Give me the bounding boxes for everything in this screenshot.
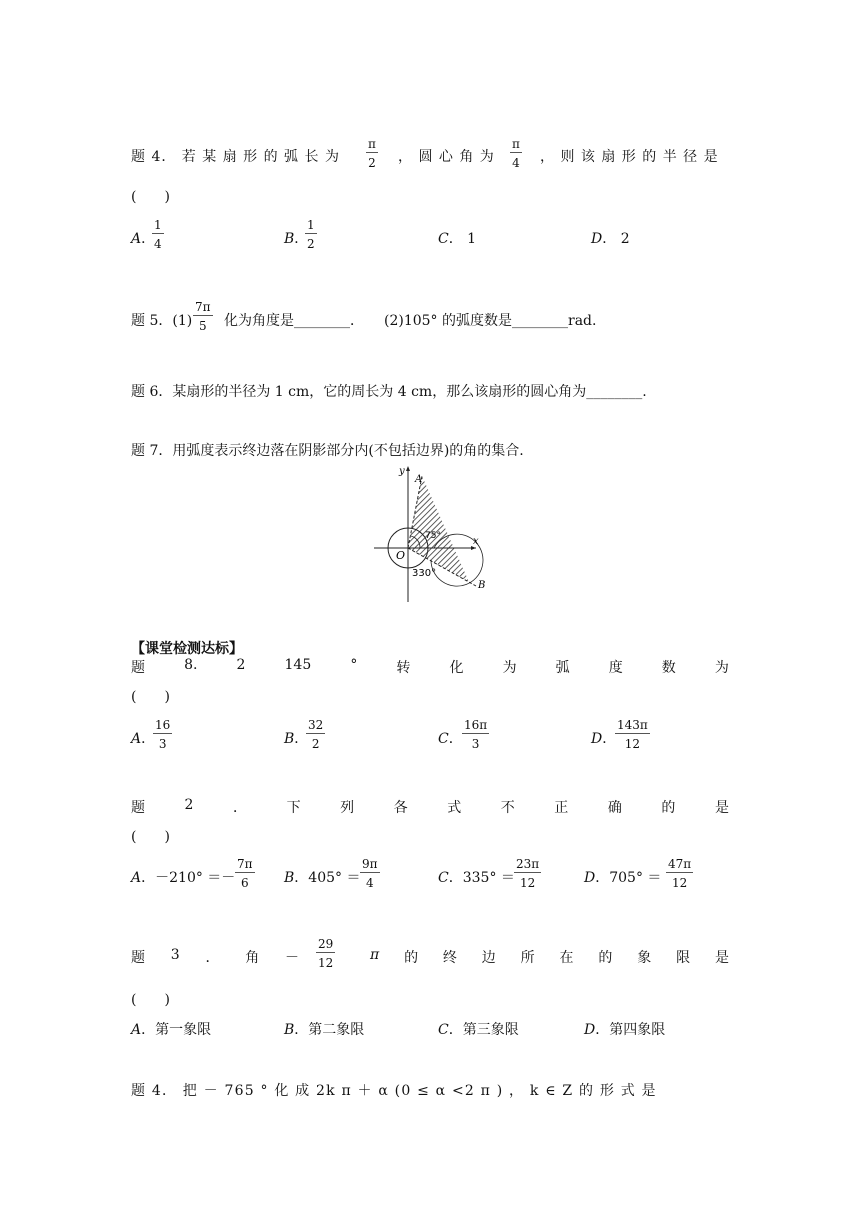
q8-option-c[interactable]: C． [438,731,463,747]
section-title: 【课堂检测达标】 [131,641,243,657]
q3-paren: ( ) [131,992,170,1008]
q5-frac: $\frac{7\pi}{5}$ [195,300,211,333]
q8-line: 题 8. 2 145 ° 转 化 为 弧 度 数 为 [131,657,729,676]
q8-option-b-frac: $\frac{32}{2}$ [308,718,324,751]
q4-frac-arc-length: $\frac{\pi}{2}$ [368,137,376,170]
q4-mid: ， 圆 心 角 为 [398,149,495,165]
q4-frac-angle: $\frac{\pi}{4}$ [512,137,520,170]
label-angle-large: 330° [412,568,437,579]
q2-option-a[interactable]: A．－210° ＝－ [131,870,236,886]
q4b-text: 题 4． 把 － 765 ° 化 成 2k π ＋ α (0 ≤ α <2 π ) ， k ∈ Z 的 形 式 是 [131,1083,657,1099]
q5-text2: (2)105° 的弧度数是________rad. [384,313,597,329]
q4-option-a-frac: $\frac{1}{4}$ [154,218,162,251]
q4-option-b-frac: $\frac{1}{2}$ [307,218,315,251]
q8-option-d[interactable]: D． [591,731,617,747]
q4-option-c[interactable]: C． 1 [438,231,477,247]
label-o: O [396,549,406,562]
label-x: x [473,536,479,547]
q2-option-b[interactable]: B．405° ＝ [284,870,361,886]
q4-prefix: 题 4． 若 某 扇 形 的 弧 长 为 [131,149,340,165]
q4-suffix: ， 则 该 扇 形 的 半 径 是 [540,149,719,165]
q2-option-a-frac: $\frac{7\pi}{6}$ [237,857,253,890]
q2-option-d-frac: $\frac{47\pi}{12}$ [668,857,692,890]
q4-option-b[interactable]: B． [284,231,309,247]
label-y: y [399,466,405,477]
q5-prefix: 题 5．(1) [131,313,193,329]
label-angle-small: 75° [425,531,441,541]
q4-option-d[interactable]: D． 2 [591,231,630,247]
q7-figure [370,462,490,604]
q8-paren: ( ) [131,689,170,705]
q8-option-a[interactable]: A． [131,731,156,747]
label-a: A [415,474,423,485]
q3-option-b[interactable]: B．第二象限 [284,1022,365,1038]
q5-text1: 化为角度是________． [224,313,364,329]
q2-option-c-frac: $\frac{23\pi}{12}$ [516,857,540,890]
q3-option-a[interactable]: A．第一象限 [131,1022,212,1038]
q3-line-part1: 题 3 ． 角 － [131,947,299,966]
q8-option-b[interactable]: B． [284,731,309,747]
q2-option-c[interactable]: C．335° ＝ [438,870,515,886]
label-b: B [478,580,486,591]
q8-option-c-frac: $\frac{16\pi}{3}$ [464,718,488,751]
q2-paren: ( ) [131,829,170,845]
q8-option-d-frac: $\frac{143\pi}{12}$ [617,718,648,751]
q2-option-b-frac: $\frac{9\pi}{4}$ [362,857,378,890]
q3-frac: $\frac{29}{12}$ [318,937,334,970]
q3-line-part2: π 的 终 边 所 在 的 象 限 是 [370,947,729,966]
q6-text: 题 6．某扇形的半径为 1 cm，它的周长为 4 cm，那么该扇形的圆心角为________. [131,384,647,400]
q3-option-d[interactable]: D．第四象限 [584,1022,666,1038]
q7-text: 题 7．用弧度表示终边落在阴影部分内(不包括边界)的角的集合. [131,443,524,459]
q4-option-a[interactable]: A． [131,231,156,247]
q4-paren: ( ) [131,189,170,205]
q2-line: 题 2 ． 下 列 各 式 不 正 确 的 是 [131,797,729,816]
q8-option-a-frac: $\frac{16}{3}$ [155,718,171,751]
q2-option-d[interactable]: D．705° ＝ [584,870,662,886]
q3-option-c[interactable]: C．第三象限 [438,1022,519,1038]
